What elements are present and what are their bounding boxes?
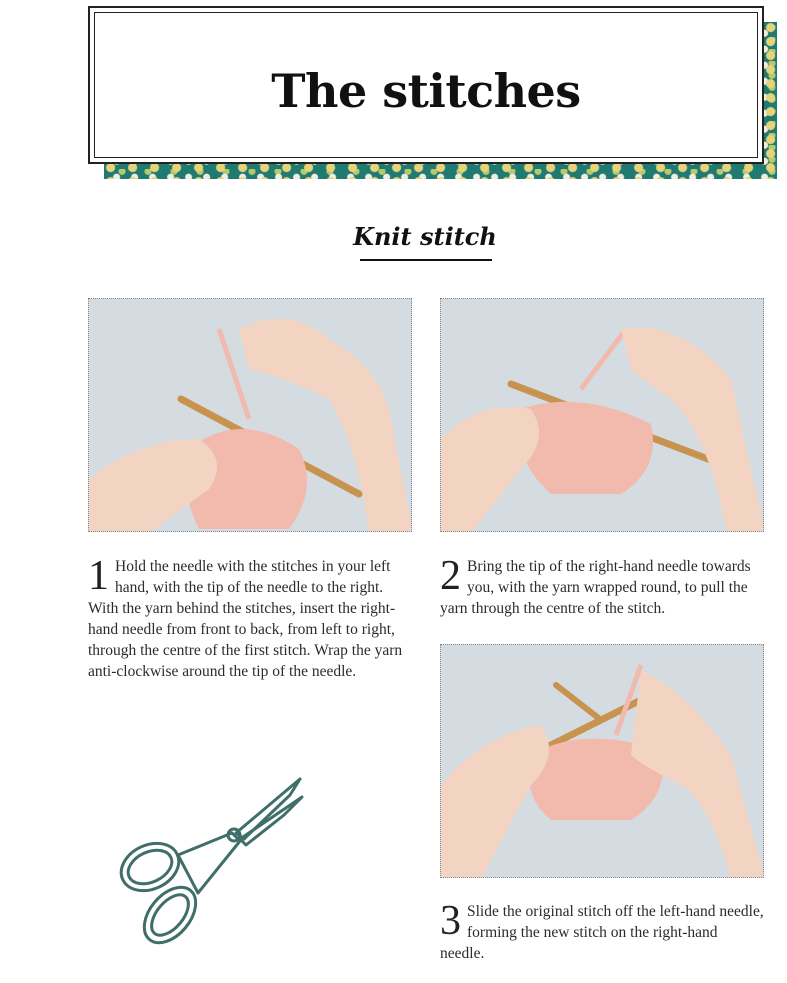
step-text: Bring the tip of the right-hand needle towards you, with the yarn wrapped round, to pull the yarn through the centre of the stitch.: [440, 558, 751, 617]
step-text: Slide the original stitch off the left-hand needle, forming the new stitch on the right-hand needle.: [440, 903, 764, 962]
step-1: [88, 553, 413, 682]
step-2: [440, 553, 765, 619]
scissors-icon: [112, 775, 312, 955]
step-text: Hold the needle with the stitches in your left hand, with the tip of the needle to the right. With the yarn behind the stitches, insert the right-hand needle from front to back, from left to right, through the centre of the first stitch. Wrap the yarn anti-clockwise around the tip of the needle.: [88, 558, 403, 680]
title-box: [88, 6, 764, 164]
section-title: Knit stitch: [353, 222, 497, 251]
step-number: 3: [440, 898, 461, 944]
step-number: 1: [88, 553, 109, 599]
step-1-photo: [88, 298, 412, 532]
section-underline: [360, 259, 492, 261]
page-title: The stitches: [271, 64, 581, 118]
step-3: [440, 898, 765, 964]
step-2-photo: [440, 298, 764, 532]
step-3-photo: [440, 644, 764, 878]
step-number: 2: [440, 553, 461, 599]
